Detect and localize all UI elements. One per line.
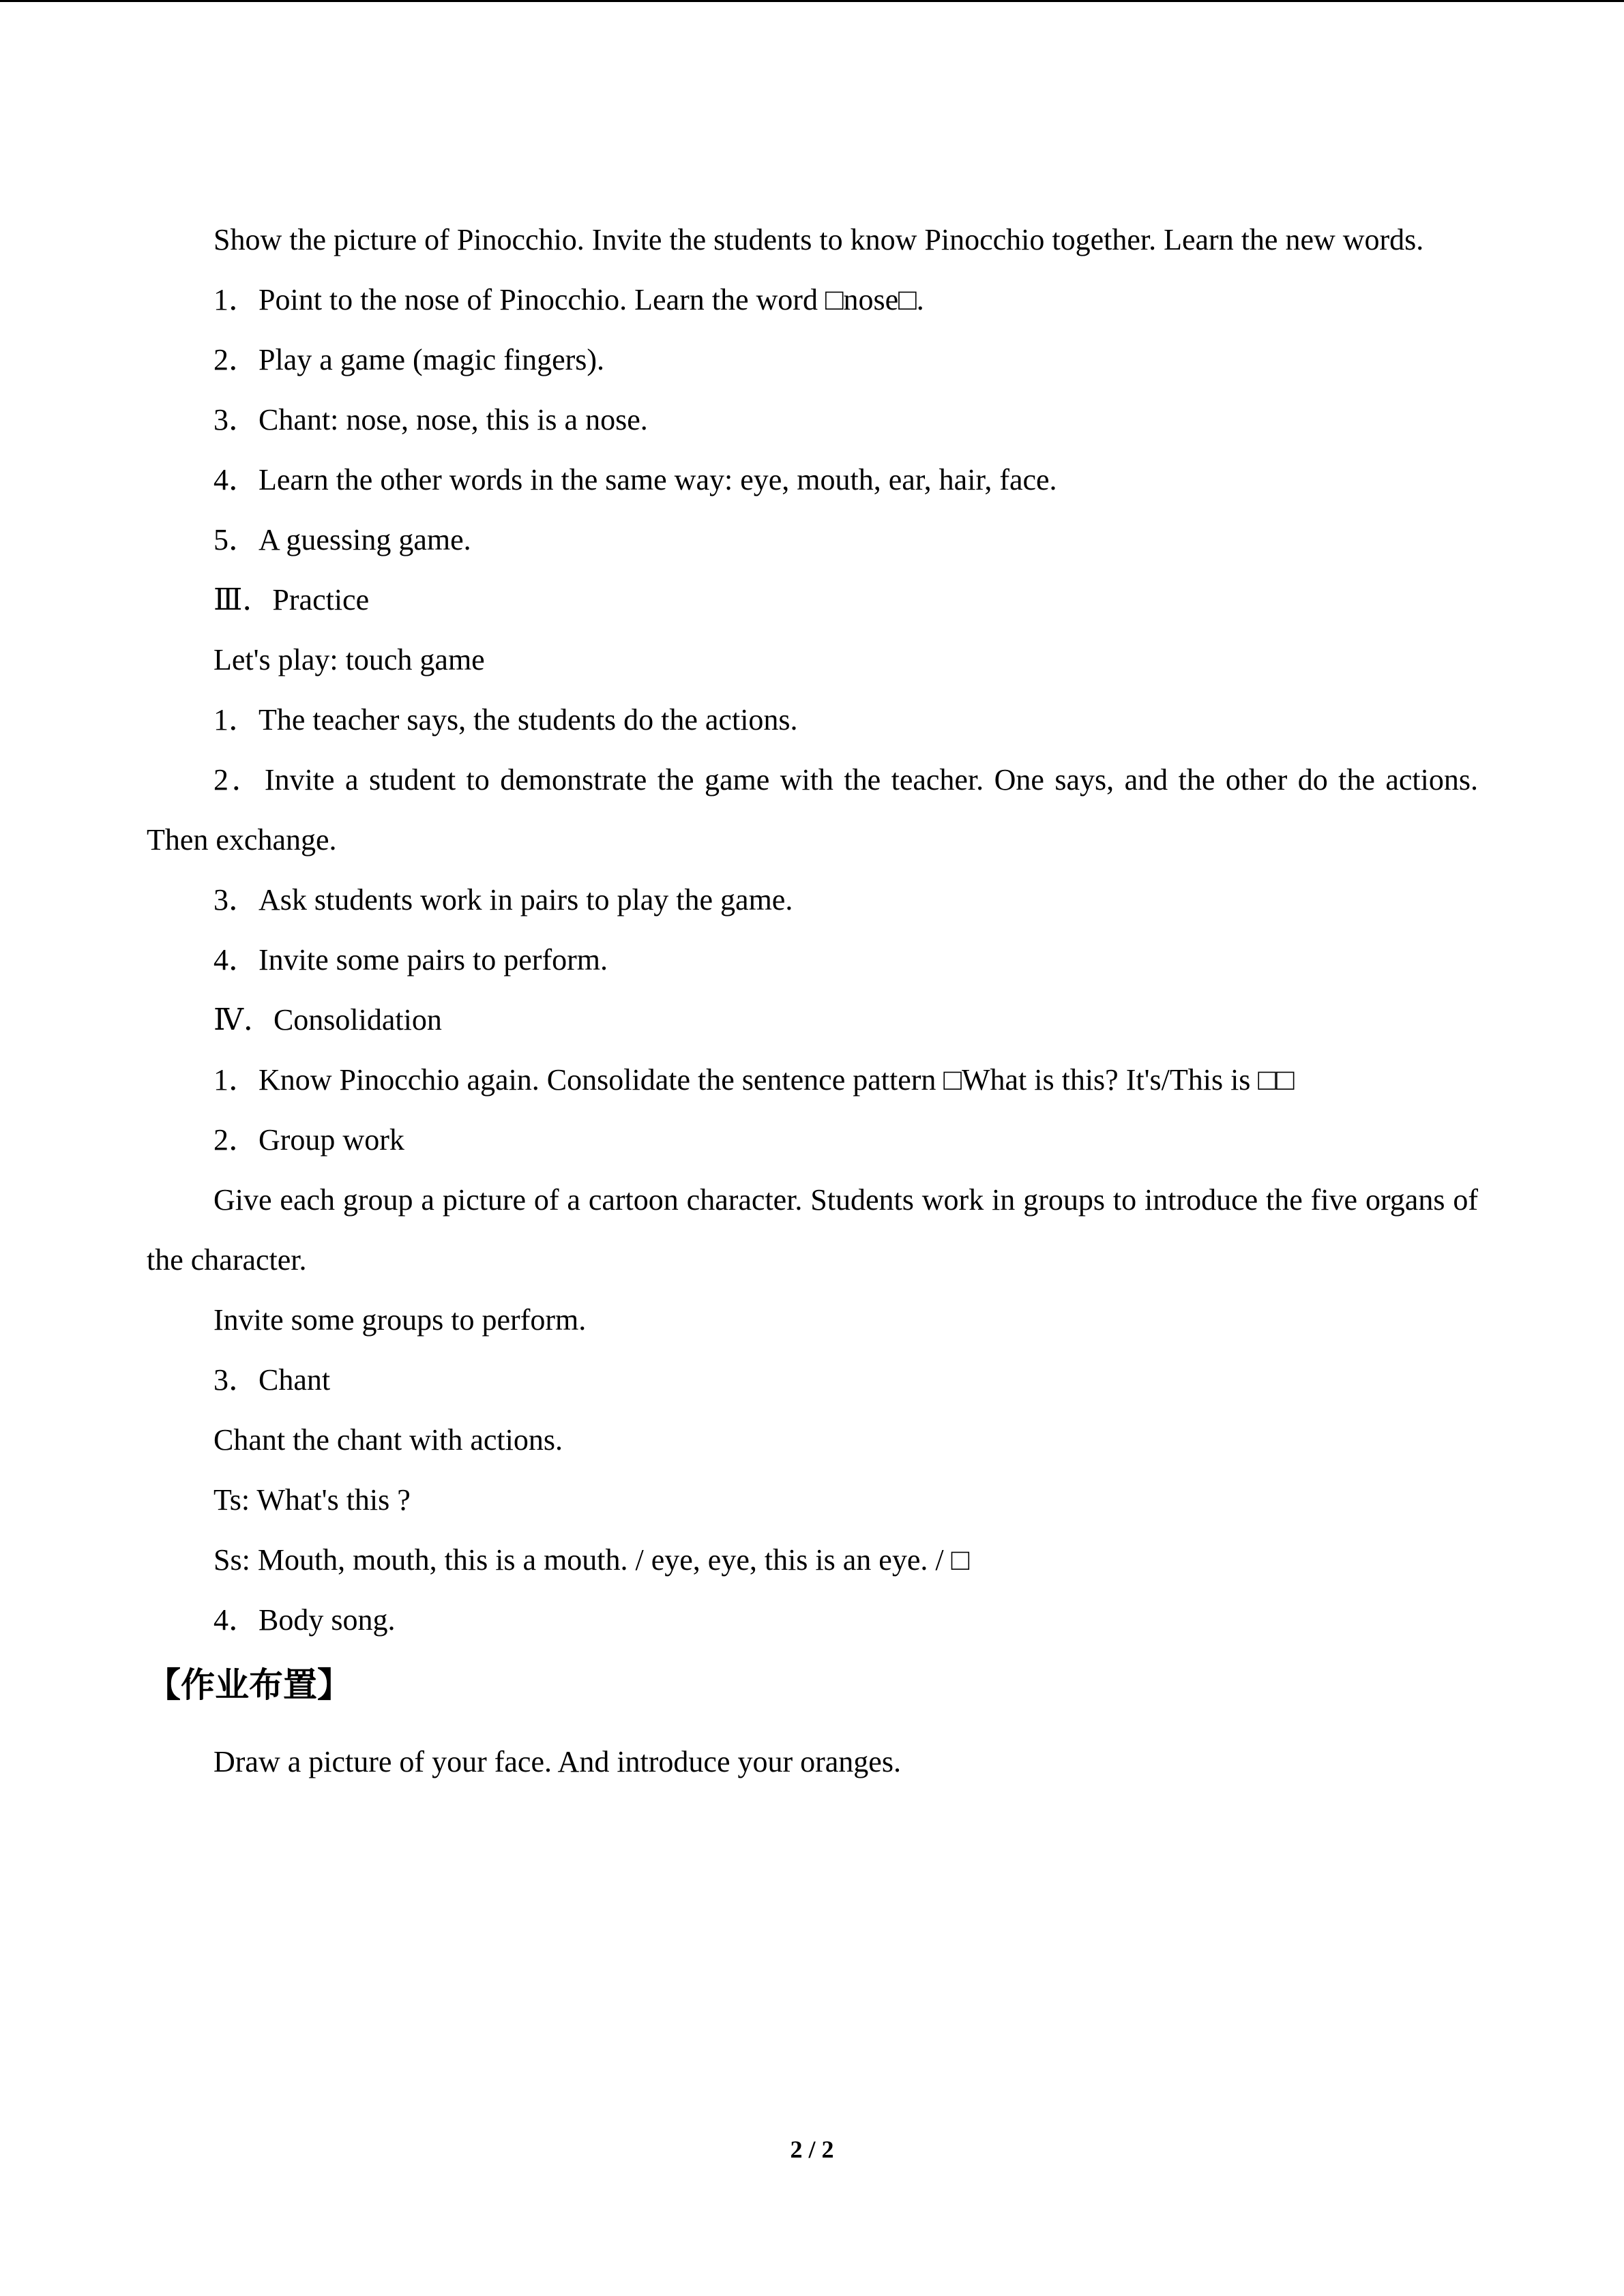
paragraph: Give each group a picture of a cartoon character. Students work in groups to introduce the five organs of the character. bbox=[147, 1183, 1486, 1277]
paragraph: Ts: What's this ? bbox=[213, 1483, 411, 1517]
list-item: 2．Group work bbox=[213, 1123, 404, 1157]
list-item: 1．Know Pinocchio again. Consolidate the sentence pattern □What is this? It's/This is □□ bbox=[213, 1063, 1295, 1097]
paragraph-intro: Show the picture of Pinocchio. Invite the students to know Pinocchio together. Learn the new words. bbox=[213, 223, 1424, 256]
list-item: 1．Point to the nose of Pinocchio. Learn the word □nose□. bbox=[213, 283, 924, 316]
list-item: 3．Chant bbox=[213, 1363, 331, 1397]
homework-heading: 【作业布置】 bbox=[147, 1665, 351, 1705]
list-item: 4．Body song. bbox=[213, 1603, 396, 1637]
paragraph: Chant the chant with actions. bbox=[213, 1423, 563, 1457]
paragraph: Ss: Mouth, mouth, this is a mouth. / eye, eye, this is an eye. / □ bbox=[213, 1543, 970, 1577]
section-heading-consolidation: Ⅳ．Consolidation bbox=[213, 1003, 442, 1037]
list-item: 2．Play a game (magic fingers). bbox=[213, 343, 605, 376]
list-item: 5．A guessing game. bbox=[213, 523, 471, 556]
list-item: 4．Invite some pairs to perform. bbox=[213, 943, 608, 976]
paragraph: Invite some groups to perform. bbox=[213, 1303, 587, 1337]
list-item: 4．Learn the other words in the same way: eye, mouth, ear, hair, face. bbox=[213, 463, 1057, 496]
paragraph: Let's play: touch game bbox=[213, 643, 485, 676]
list-item: 2．Invite a student to demonstrate the game with the teacher. One says, and the other do the actions. Then exchange. bbox=[147, 763, 1486, 856]
section-heading-practice: Ⅲ．Practice bbox=[213, 583, 370, 616]
document-page bbox=[147, 210, 1486, 1792]
page-number: 2 / 2 bbox=[790, 2136, 834, 2163]
list-item: 3．Chant: nose, nose, this is a nose. bbox=[213, 403, 648, 436]
homework-text: Draw a picture of your face. And introduce your oranges. bbox=[213, 1745, 901, 1778]
list-item: 3．Ask students work in pairs to play the game. bbox=[213, 883, 793, 916]
list-item: 1．The teacher says, the students do the actions. bbox=[213, 703, 798, 736]
